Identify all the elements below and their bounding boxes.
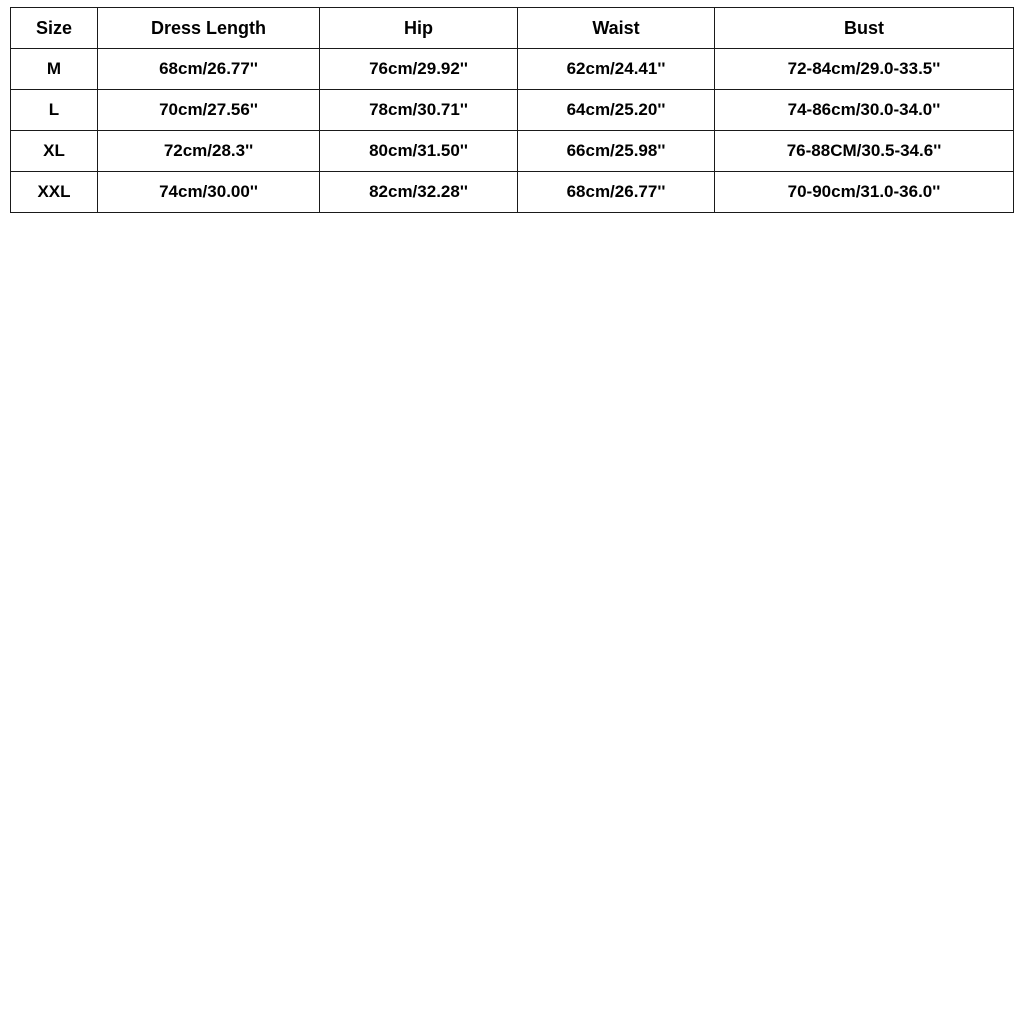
cell-hip: 80cm/31.50'' [320,131,518,172]
header-row [11,8,1014,49]
cell-hip: 82cm/32.28'' [320,172,518,213]
size-chart-table [10,7,1014,213]
cell-dress-length: 68cm/26.77'' [98,49,320,90]
header-size: Size [11,8,98,49]
cell-size: XXL [11,172,98,213]
table-row [11,49,1014,90]
cell-hip: 78cm/30.71'' [320,90,518,131]
cell-bust: 76-88CM/30.5-34.6'' [715,131,1014,172]
cell-bust: 72-84cm/29.0-33.5'' [715,49,1014,90]
cell-waist: 66cm/25.98'' [518,131,715,172]
cell-dress-length: 74cm/30.00'' [98,172,320,213]
header-waist: Waist [518,8,715,49]
cell-size: M [11,49,98,90]
cell-hip: 76cm/29.92'' [320,49,518,90]
cell-size: XL [11,131,98,172]
table-row [11,131,1014,172]
cell-bust: 70-90cm/31.0-36.0'' [715,172,1014,213]
cell-dress-length: 72cm/28.3'' [98,131,320,172]
cell-bust: 74-86cm/30.0-34.0'' [715,90,1014,131]
header-bust: Bust [715,8,1014,49]
table-row [11,90,1014,131]
cell-waist: 68cm/26.77'' [518,172,715,213]
table-row [11,172,1014,213]
header-dress-length: Dress Length [98,8,320,49]
cell-waist: 64cm/25.20'' [518,90,715,131]
cell-size: L [11,90,98,131]
cell-waist: 62cm/24.41'' [518,49,715,90]
header-hip: Hip [320,8,518,49]
cell-dress-length: 70cm/27.56'' [98,90,320,131]
